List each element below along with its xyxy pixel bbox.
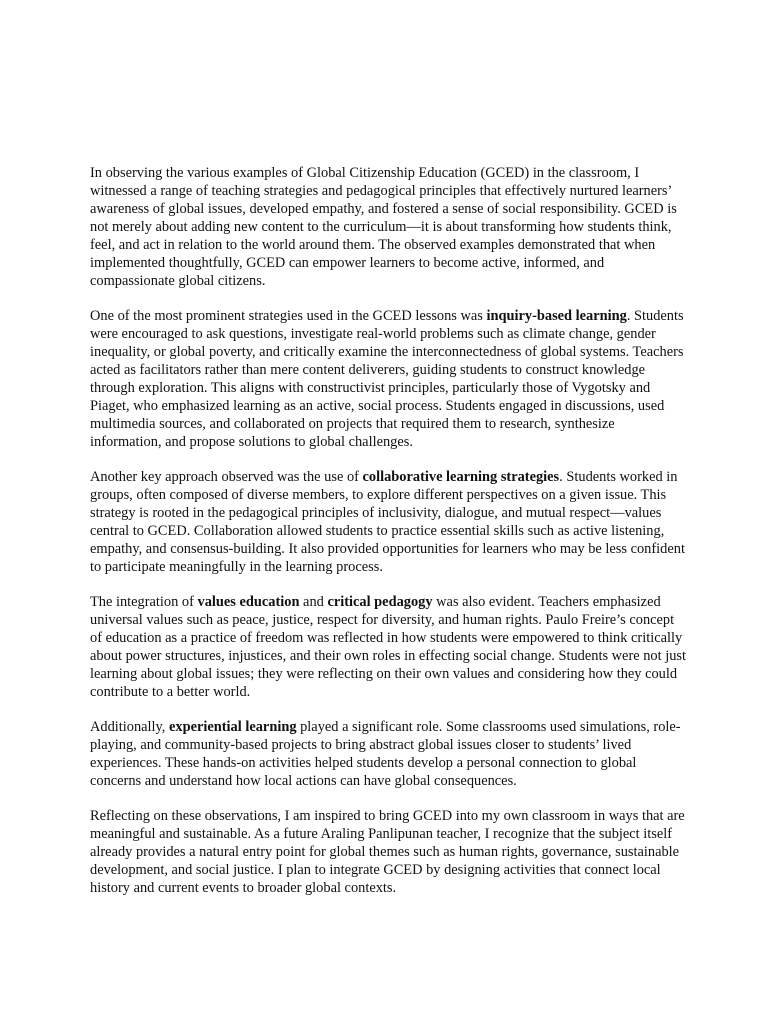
paragraph-reflection xyxy=(90,807,686,897)
paragraph-text: Another key approach observed was the use of xyxy=(90,469,363,485)
paragraph-text: was also evident. Teachers emphasized universal values such as peace, justice, respect for diversity, and human rights. Paulo Freire’s concept of education as a practice of freedom was reflected in how students were empowered to think critically about power structures, injustices, and their own roles in effecting social change. Students were not just learning about global issues; they were reflecting on their own values and considering how they could contribute to a better world. xyxy=(90,594,686,700)
paragraph-text: Additionally, xyxy=(90,719,170,735)
paragraph-text: The integration of xyxy=(90,594,198,610)
emphasis-term: inquiry-based learning xyxy=(486,308,627,324)
paragraph-values-education xyxy=(90,593,686,701)
paragraph-collaborative-learning xyxy=(90,468,686,576)
paragraph-text: . Students worked in groups, often composed of diverse members, to explore different perspectives on a given issue. This strategy is rooted in the pedagogical principles of inclusivity, dialogue, and mutual respect—values central to GCED. Collaboration allowed students to practice essential skills such as active listening, empathy, and consensus-building. It also provided opportunities for learners who may be less confident to participate meaningfully in the learning process. xyxy=(90,469,685,575)
paragraph-text: played a significant role. Some classrooms used simulations, role-playing, and community-based projects to bring abstract global issues closer to students’ lived experiences. These hands-on activities helped students develop a personal connection to global concerns and understand how local actions can have global consequences. xyxy=(90,719,681,789)
paragraph-inquiry-based-learning xyxy=(90,307,686,451)
paragraph-text: Reflecting on these observations, I am inspired to bring GCED into my own classroom in ways that are meaningful and sustainable. As a future Araling Panlipunan teacher, I recognize that the subject itself already provides a natural entry point for global themes such as human rights, governance, sustainable development, and social justice. I plan to integrate GCED by designing activities that connect local history and current events to broader global contexts. xyxy=(90,808,685,896)
paragraph-text: and xyxy=(299,594,328,610)
paragraph-text: One of the most prominent strategies used in the GCED lessons was xyxy=(90,308,487,324)
paragraph-intro xyxy=(90,164,686,290)
paragraph-text: In observing the various examples of Global Citizenship Education (GCED) in the classroom, I witnessed a range of teaching strategies and pedagogical principles that effectively nurtured learners’ awareness of global issues, developed empathy, and fostered a sense of social responsibility. GCED is not merely about adding new content to the curriculum—it is about transforming how students think, feel, and act in relation to the world around them. The observed examples demonstrated that when implemented thoughtfully, GCED can empower learners to become active, informed, and compassionate global citizens. xyxy=(90,165,677,289)
paragraph-text: . Students were encouraged to ask questions, investigate real-world problems such as climate change, gender inequality, or global poverty, and critically examine the interconnectedness of global systems. Teachers acted as facilitators rather than mere content deliverers, guiding students to construct knowledge through exploration. This aligns with constructivist principles, particularly those of Vygotsky and Piaget, who emphasized learning as an active, social process. Students engaged in discussions, used multimedia sources, and collaborated on projects that required them to research, synthesize information, and propose solutions to global challenges. xyxy=(90,308,684,450)
emphasis-term: experiential learning xyxy=(169,719,297,735)
document-body xyxy=(90,164,686,914)
paragraph-experiential-learning xyxy=(90,718,686,790)
emphasis-term: values education xyxy=(197,594,300,610)
emphasis-term: critical pedagogy xyxy=(327,594,433,610)
emphasis-term: collaborative learning strategies xyxy=(362,469,560,485)
